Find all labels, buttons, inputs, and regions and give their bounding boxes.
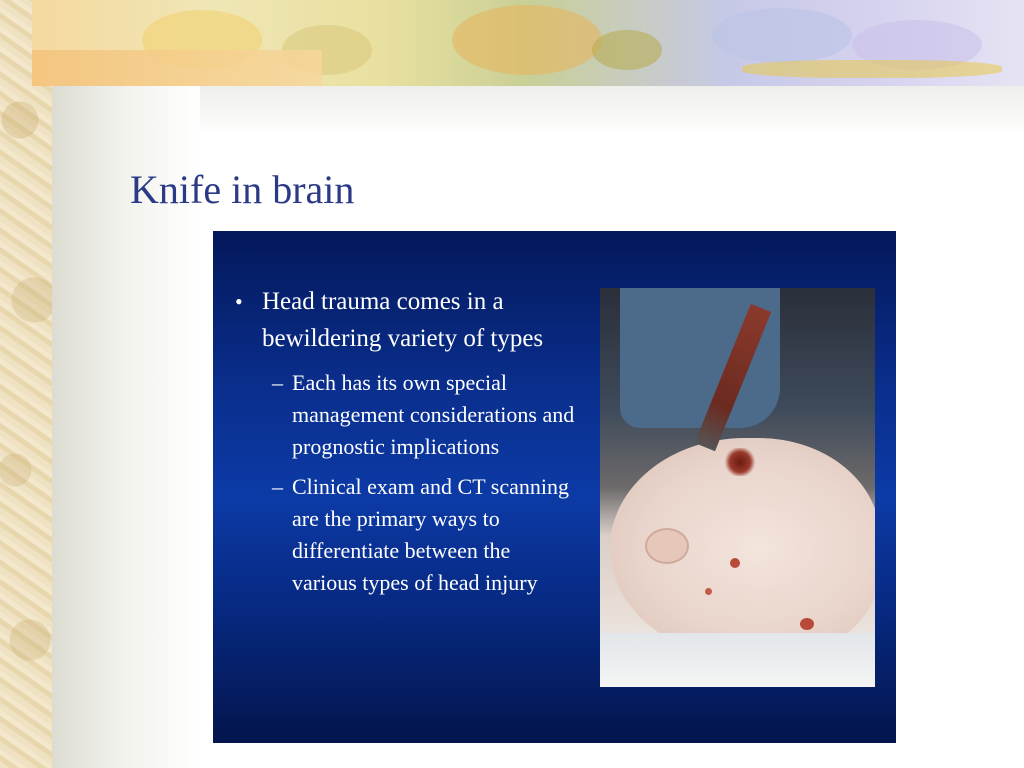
clinical-photo <box>600 288 875 687</box>
banner-shadow <box>200 86 1024 136</box>
photo-wound <box>725 448 755 476</box>
dash-icon: – <box>272 370 283 395</box>
page-title: Knife in brain <box>130 167 355 212</box>
photo-ear <box>645 528 689 564</box>
sub-bullet-text: Clinical exam and CT scanning are the primary ways to differentiate between the various types of head injury <box>292 474 569 595</box>
bullet-text: Head trauma comes in a bewildering variety of types <box>262 288 544 352</box>
bullet-icon: • <box>235 289 243 314</box>
left-decorative-strip <box>0 0 52 768</box>
photo-drape <box>600 633 875 687</box>
embedded-slide <box>213 231 896 743</box>
dash-icon: – <box>272 474 283 499</box>
banner-accent-bar <box>32 50 322 86</box>
photo-blood-spot <box>705 588 712 595</box>
slide-text-block <box>235 283 580 607</box>
photo-blood-spot <box>730 558 740 568</box>
photo-blood-spot <box>800 618 814 630</box>
sub-bullet-item <box>235 367 580 463</box>
sub-bullet-text: Each has its own special management considerations and prognostic implications <box>292 370 575 459</box>
sub-bullet-item <box>235 471 580 599</box>
bullet-item <box>235 283 580 357</box>
